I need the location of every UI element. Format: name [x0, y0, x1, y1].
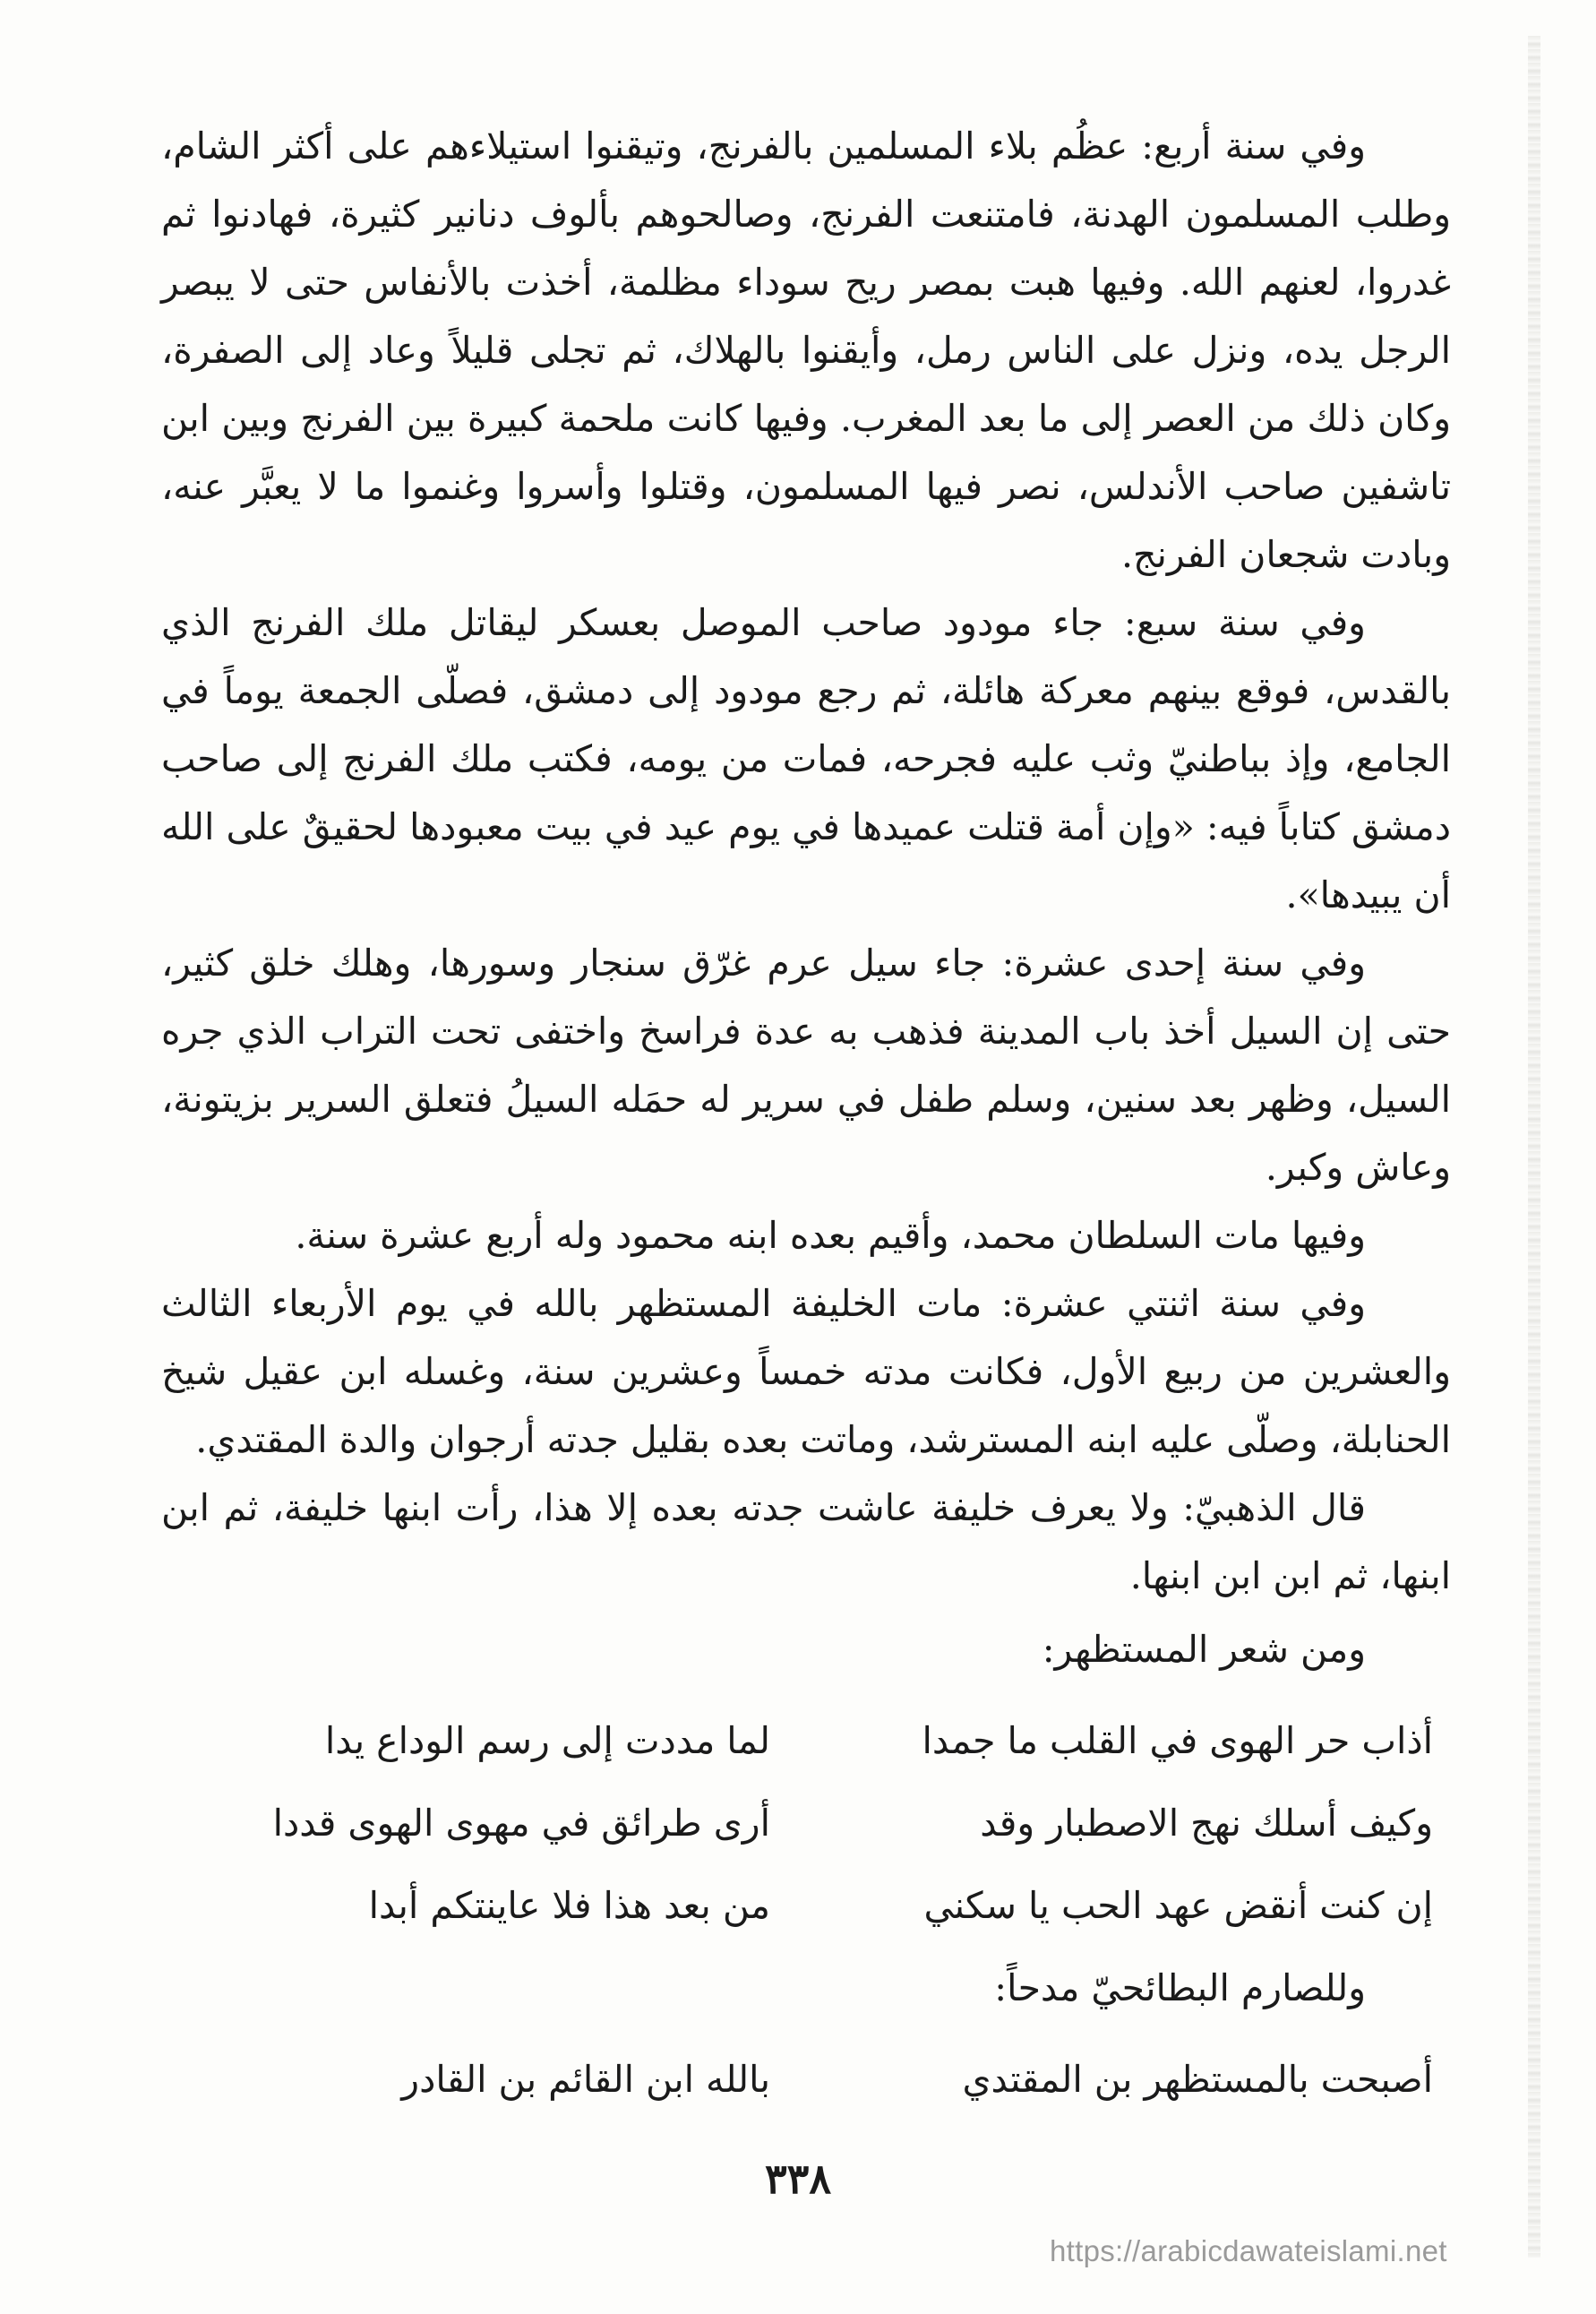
paragraph-year-twelve: وفي سنة اثنتي عشرة: مات الخليفة المستظهر بالله في يوم الأربعاء الثالث والعشرين من ربيع الأول، فكانت مدته خمساً وعشرين سنة، وغسله ابن عقيل شيخ الحنابلة، وصلّى عليه ابنه المسترشد، وماتت بعده بقليل جدته أرجوان والدة المقتدي. — [161, 1282, 1451, 1461]
poem-intro-batahi: وللصارم البطائحيّ مدحاً: — [994, 1966, 1366, 2009]
poem-verse — [161, 1864, 1451, 1947]
paragraph-dhahabi-quote: قال الذهبيّ: ولا يعرف خليفة عاشت جدته بعده إلا هذا، رأت ابنها خليفة، ثم ابن ابنها، ثم ابن ابن ابنها. — [161, 1486, 1451, 1597]
poem-mustazhir — [161, 1699, 1451, 1947]
paragraph-year-four: وفي سنة أربع: عظُم بلاء المسلمين بالفرنج، وتيقنوا استيلاءهم على أكثر الشام، وطلب المسلمون الهدنة، فامتنعت الفرنج، وصالحوهم بألوف دنانير كثيرة، فهادنوا ثم غدروا، لعنهم الله. وفيها هبت بمصر ريح سوداء مظلمة، أخذت بالأنفاس حتى لا يبصر الرجل يده، ونزل على الناس رمل، وأيقنوا بالهلاك، ثم تجلى قليلاً وعاد إلى الصفرة، وكان ذلك من العصر إلى ما بعد المغرب. وفيها كانت ملحمة كبيرة بين الفرنج وبين ابن تاشفين صاحب الأندلس، نصر فيها المسلمون، وقتلوا وأسروا وغنموا ما لا يعبَّر عنه، وبادت شجعان الفرنج. — [161, 125, 1451, 576]
poem-verse — [161, 1782, 1451, 1864]
verse-second-hemistich: أرى طرائق في مهوى الهوى قددا — [272, 1802, 770, 1845]
paragraph-year-seven: وفي سنة سبع: جاء مودود صاحب الموصل بعسكر ليقاتل ملك الفرنج الذي بالقدس، فوقع بينهم معركة هائلة، ثم رجع مودود إلى دمشق، فصلّى الجمعة يوماً في الجامع، وإذ بباطنيّ وثب عليه فجرحه، فمات من يومه، فكتب ملك الفرنج إلى صاحب دمشق كتاباً فيه: «وإن أمة قتلت عميدها في يوم عيد في بيت معبودها لحقيقٌ على الله أن يبيدها». — [161, 601, 1451, 916]
verse-first-hemistich: وكيف أسلك نهج الاصطبار وقد — [980, 1802, 1433, 1845]
poem-batahi — [161, 2038, 1451, 2120]
verse-first-hemistich: إن كنت أنقض عهد الحب يا سكني — [923, 1884, 1433, 1927]
body-text — [161, 112, 1451, 2128]
verse-first-hemistich: أصبحت بالمستظهر بن المقتدي — [962, 2058, 1433, 2101]
page-number: ٣٣٨ — [764, 2155, 832, 2203]
verse-first-hemistich: أذاب حر الهوى في القلب ما جمدا — [922, 1719, 1433, 1762]
poem-verse — [161, 2038, 1451, 2120]
paragraph-year-eleven: وفي سنة إحدى عشرة: جاء سيل عرم غرّق سنجار وسورها، وهلك خلق كثير، حتى إن السيل أخذ باب المدينة فذهب به عدة فراسخ واختفى تحت التراب الذي جره السيل، وظهر بعد سنين، وسلم طفل في سرير له حمَله السيلُ فتعلق السرير بزيتونة، وعاش وكبر. — [161, 942, 1451, 1189]
watermark-url: https://arabicdawateislami.net — [1050, 2234, 1447, 2267]
scan-edge-artifact — [1528, 36, 1540, 2258]
poem-intro-mustazhir: ومن شعر المستظهر: — [1042, 1628, 1366, 1671]
verse-second-hemistich: بالله ابن القائم بن القادر — [401, 2058, 770, 2101]
poem-verse — [161, 1699, 1451, 1782]
verse-second-hemistich: لما مددت إلى رسم الوداع يدا — [324, 1719, 770, 1762]
paragraph-sultan-death: وفيها مات السلطان محمد، وأقيم بعده ابنه محمود وله أربع عشرة سنة. — [295, 1214, 1366, 1257]
verse-second-hemistich: من بعد هذا فلا عاينتكم أبدا — [368, 1884, 770, 1927]
